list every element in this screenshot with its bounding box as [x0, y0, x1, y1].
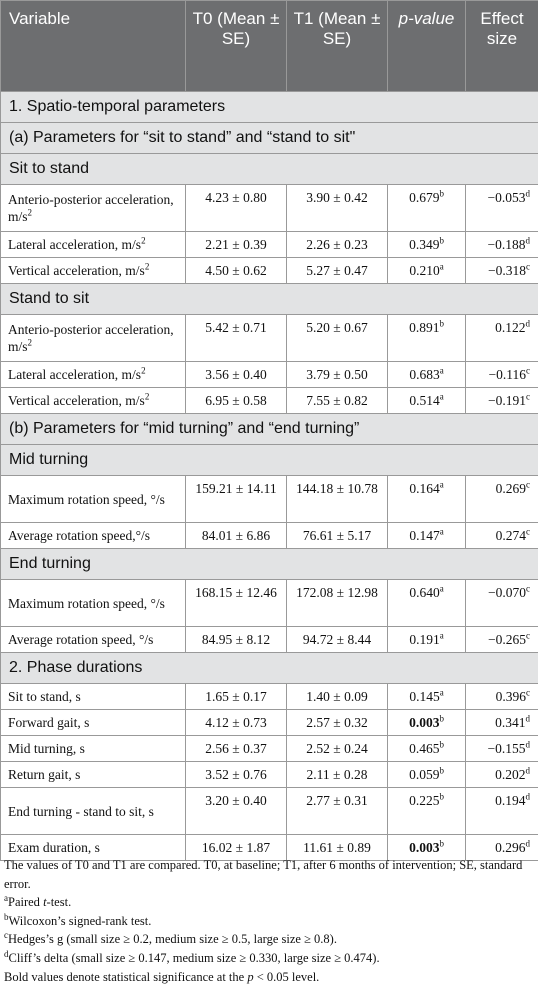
footnote-c: $^c$Hedges’s g (small size ≥ 0.2, medium size ≥ 0.5, large size ≥ 0.8).: [4, 930, 337, 947]
effect-size-cell: −0.053$^d$: [466, 185, 538, 232]
section-row: [1, 445, 538, 476]
t1-cell: 2.52 ± 0.24: [287, 736, 388, 762]
section-row: [1, 284, 538, 315]
section-row: [1, 123, 538, 154]
footnote-comparison: The values of T0 and T1 are compared. T0, at baseline; T1, after 6 months of intervention; SE, standard error.: [4, 858, 523, 891]
footnote-d: $^d$Cliff’s delta (small size ≥ 0.147, medium size ≥ 0.330, large size ≥ 0.474).: [4, 948, 380, 965]
p-value-cell: 0.210$^a$: [388, 258, 466, 284]
p-value-cell: 0.225$^b$: [388, 788, 466, 835]
table-row: [1, 580, 538, 627]
section-sit-stand-parameters: (a) Parameters for “sit to stand” and “stand to sit": [1, 123, 538, 154]
t1-cell: 2.11 ± 0.28: [287, 762, 388, 788]
header-variable: Variable: [1, 1, 186, 92]
section-end-turning: End turning: [1, 549, 538, 580]
t0-cell: 159.21 ± 14.11: [186, 476, 287, 523]
t1-cell: 3.90 ± 0.42: [287, 185, 388, 232]
table-row: [1, 523, 538, 549]
section-row: [1, 154, 538, 185]
p-value-cell: 0.003$^b$: [388, 710, 466, 736]
row-label: Anterio-posterior acceleration, $m/s^2$: [1, 185, 186, 232]
row-label: Return gait, s: [1, 762, 186, 788]
row-label: Maximum rotation speed, °/s: [1, 476, 186, 523]
section-spatio-temporal: 1. Spatio-temporal parameters: [1, 92, 538, 123]
t1-cell: 1.40 ± 0.09: [287, 684, 388, 710]
p-value-cell: 0.514$^a$: [388, 388, 466, 414]
table-row: [1, 684, 538, 710]
t1-cell: 2.57 ± 0.32: [287, 710, 388, 736]
section-turning-parameters: (b) Parameters for “mid turning” and “end turning”: [1, 414, 538, 445]
t1-cell: 94.72 ± 8.44: [287, 627, 388, 653]
table-row: [1, 788, 538, 835]
row-label: Average rotation speed,°/s: [1, 523, 186, 549]
t1-cell: 2.77 ± 0.31: [287, 788, 388, 835]
table-row: [1, 476, 538, 523]
t1-cell: 5.27 ± 0.47: [287, 258, 388, 284]
p-value-cell: 0.683$^a$: [388, 362, 466, 388]
row-label: Lateral acceleration, $m/s^2$: [1, 232, 186, 258]
t1-cell: 144.18 ± 10.78: [287, 476, 388, 523]
p-value-cell: 0.164$^a$: [388, 476, 466, 523]
t1-cell: 2.26 ± 0.23: [287, 232, 388, 258]
row-label: Sit to stand, s: [1, 684, 186, 710]
table-footnotes: [4, 856, 536, 986]
row-label: Average rotation speed, °/s: [1, 627, 186, 653]
effect-size-cell: −0.188$^d$: [466, 232, 538, 258]
row-label: Forward gait, s: [1, 710, 186, 736]
effect-size-cell: −0.070$^c$: [466, 580, 538, 627]
p-value-cell: 0.145$^a$: [388, 684, 466, 710]
table-row: [1, 315, 538, 362]
t0-cell: 168.15 ± 12.46: [186, 580, 287, 627]
row-label: Vertical acceleration, $m/s^2$: [1, 258, 186, 284]
row-label: Anterio-posterior acceleration, $m/s^2$: [1, 315, 186, 362]
row-label: Mid turning, s: [1, 736, 186, 762]
footnote-a: $^a$Paired t-test.: [4, 893, 72, 910]
effect-size-cell: −0.155$^d$: [466, 736, 538, 762]
p-value-cell: 0.640$^a$: [388, 580, 466, 627]
t0-cell: 16.02 ± 1.87: [186, 835, 287, 861]
table-row: [1, 185, 538, 232]
row-label: End turning - stand to sit, s: [1, 788, 186, 835]
effect-size-cell: 0.269$^c$: [466, 476, 538, 523]
p-value-cell: 0.191$^a$: [388, 627, 466, 653]
row-label: Exam duration, s: [1, 835, 186, 861]
table-row: [1, 362, 538, 388]
t1-cell: 76.61 ± 5.17: [287, 523, 388, 549]
effect-size-cell: −0.191$^c$: [466, 388, 538, 414]
table-row: [1, 736, 538, 762]
row-label: Lateral acceleration, $m/s^2$: [1, 362, 186, 388]
t1-cell: 3.79 ± 0.50: [287, 362, 388, 388]
t0-cell: 2.56 ± 0.37: [186, 736, 287, 762]
p-value-cell: 0.891$^b$: [388, 315, 466, 362]
header-t0: T0 (Mean ± SE): [186, 1, 287, 92]
section-row: [1, 414, 538, 445]
row-label: Maximum rotation speed, °/s: [1, 580, 186, 627]
footnote-b: $^b$Wilcoxon’s signed-rank test.: [4, 911, 152, 928]
p-value-cell: 0.679$^b$: [388, 185, 466, 232]
t0-cell: 84.95 ± 8.12: [186, 627, 287, 653]
t1-cell: 5.20 ± 0.67: [287, 315, 388, 362]
table-row: [1, 232, 538, 258]
section-sit-to-stand: Sit to stand: [1, 154, 538, 185]
footnote-bold: Bold values denote statistical significance at the p < 0.05 level.: [4, 969, 320, 984]
t0-cell: 2.21 ± 0.39: [186, 232, 287, 258]
section-mid-turning: Mid turning: [1, 445, 538, 476]
section-row: [1, 653, 538, 684]
p-value-cell: 0.349$^b$: [388, 232, 466, 258]
effect-size-cell: −0.318$^c$: [466, 258, 538, 284]
p-value-cell: 0.465$^b$: [388, 736, 466, 762]
header-effect-size: Effect size: [466, 1, 538, 92]
effect-size-cell: 0.296$^d$: [466, 835, 538, 861]
t0-cell: 4.12 ± 0.73: [186, 710, 287, 736]
t0-cell: 3.52 ± 0.76: [186, 762, 287, 788]
section-row: [1, 549, 538, 580]
t0-cell: 1.65 ± 0.17: [186, 684, 287, 710]
t0-cell: 6.95 ± 0.58: [186, 388, 287, 414]
t0-cell: 3.56 ± 0.40: [186, 362, 287, 388]
section-row: [1, 92, 538, 123]
t0-cell: 3.20 ± 0.40: [186, 788, 287, 835]
t1-cell: 172.08 ± 12.98: [287, 580, 388, 627]
t0-cell: 5.42 ± 0.71: [186, 315, 287, 362]
effect-size-cell: 0.202$^d$: [466, 762, 538, 788]
table-row: [1, 627, 538, 653]
t0-cell: 4.23 ± 0.80: [186, 185, 287, 232]
t1-cell: 7.55 ± 0.82: [287, 388, 388, 414]
header-t1: T1 (Mean ± SE): [287, 1, 388, 92]
effect-size-cell: 0.341$^d$: [466, 710, 538, 736]
table-row: [1, 710, 538, 736]
t1-cell: 11.61 ± 0.89: [287, 835, 388, 861]
table-row: [1, 762, 538, 788]
effect-size-cell: 0.122$^d$: [466, 315, 538, 362]
section-stand-to-sit: Stand to sit: [1, 284, 538, 315]
header-p-value: p-value: [388, 1, 466, 92]
p-value-cell: 0.059$^b$: [388, 762, 466, 788]
effect-size-cell: 0.396$^c$: [466, 684, 538, 710]
table-row: [1, 258, 538, 284]
t0-cell: 4.50 ± 0.62: [186, 258, 287, 284]
section-phase-durations: 2. Phase durations: [1, 653, 538, 684]
row-label: Vertical acceleration, $m/s^2$: [1, 388, 186, 414]
header-row: [1, 1, 538, 92]
effect-size-cell: −0.265$^c$: [466, 627, 538, 653]
t0-cell: 84.01 ± 6.86: [186, 523, 287, 549]
effect-size-cell: 0.194$^d$: [466, 788, 538, 835]
effect-size-cell: 0.274$^c$: [466, 523, 538, 549]
table-row: [1, 388, 538, 414]
p-value-cell: 0.003$^b$: [388, 835, 466, 861]
p-value-cell: 0.147$^a$: [388, 523, 466, 549]
effect-size-cell: −0.116$^c$: [466, 362, 538, 388]
